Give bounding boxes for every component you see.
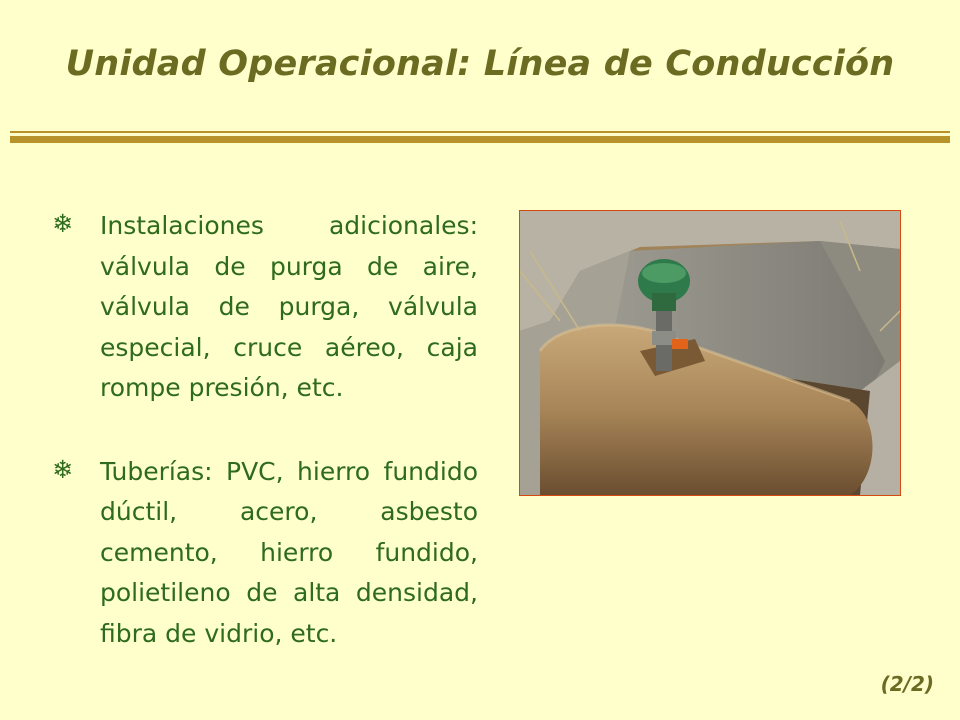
bullet-text: Instalaciones adicionales: válvula de purga de aire, válvula de purga, válvula especial, cruce aéreo, caja rompe presión, etc. bbox=[100, 211, 478, 402]
bullet-text: Tuberías: PVC, hierro fundido dúctil, acero, asbesto cemento, hierro fundido, polietileno de alta densidad, fibra de vidrio, etc. bbox=[100, 456, 478, 648]
title-divider bbox=[10, 136, 950, 143]
slide-title: Unidad Operacional: Línea de Conducción bbox=[65, 44, 895, 84]
title-divider-thin bbox=[10, 131, 950, 133]
bullet-item-tuberias bbox=[50, 452, 478, 655]
page-number: (2/2) bbox=[880, 672, 934, 696]
snowflake-bullet-icon: ❄ bbox=[52, 209, 73, 238]
pipe-valve-photo bbox=[519, 210, 901, 496]
bullet-list bbox=[50, 206, 478, 697]
snowflake-bullet-icon: ❄ bbox=[52, 454, 73, 484]
bullet-item-instalaciones bbox=[50, 206, 478, 409]
